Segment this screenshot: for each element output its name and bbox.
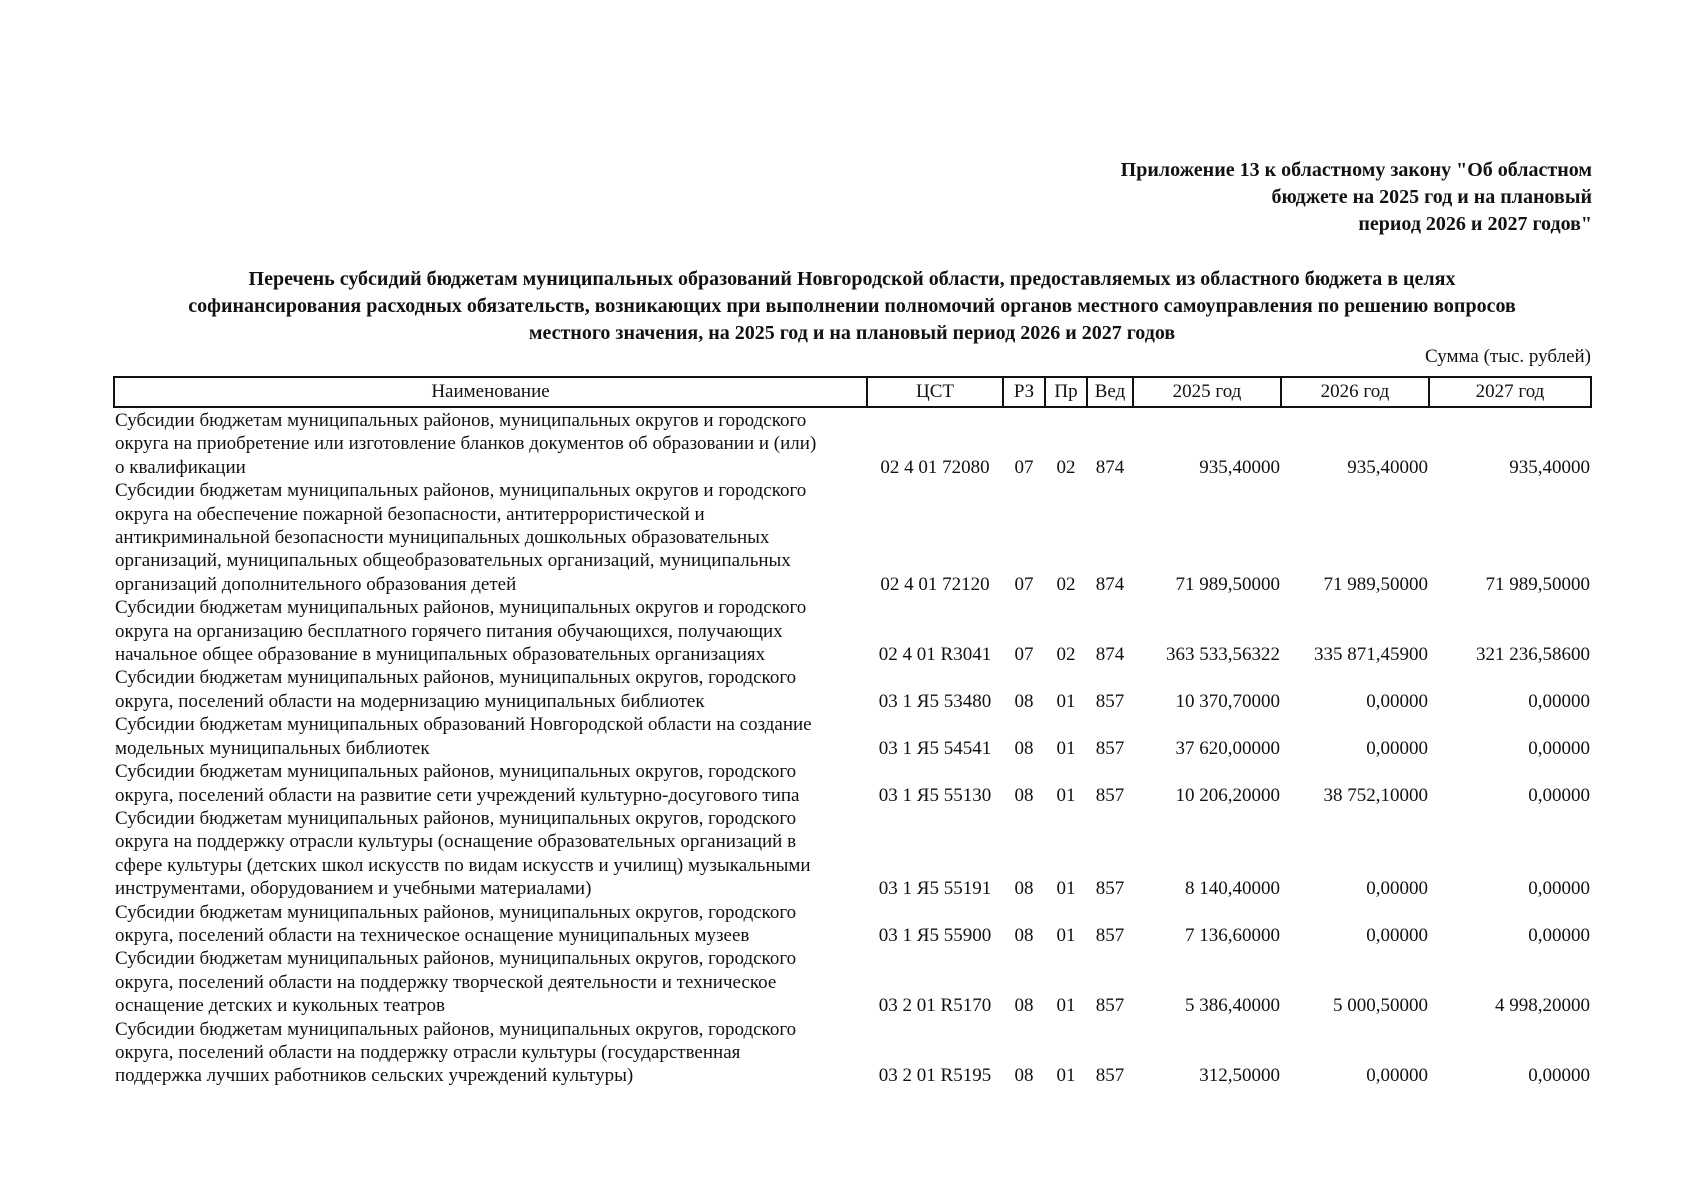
cell-2026: 71 989,50000 (1323, 573, 1428, 595)
cell-cst: 02 4 01 72120 (880, 573, 990, 595)
cell-ved: 857 (1095, 924, 1125, 946)
cell-cst: 03 1 Я5 54541 (878, 737, 992, 759)
cell-cst: 03 1 Я5 55191 (878, 878, 992, 900)
cell-2025: 10 206,20000 (1175, 784, 1280, 806)
cell-pr: 01 (1056, 924, 1076, 946)
cell-rz: 08 (1014, 737, 1034, 759)
cell-name (114, 807, 867, 901)
cell-2026: 38 752,10000 (1323, 784, 1428, 806)
cell-2026: 0,00000 (1366, 737, 1428, 759)
header-cst: ЦСТ (867, 377, 1003, 407)
table-row (114, 666, 1591, 713)
cell-2025: 71 989,50000 (1175, 573, 1280, 595)
cell-pr: 01 (1056, 878, 1076, 900)
cell-cst: 02 4 01 72080 (880, 456, 990, 478)
name-line: Субсидии бюджетам муниципальных районов, муниципальных округов, городского (115, 667, 797, 689)
cell-cst: 03 2 01 R5195 (878, 1065, 992, 1087)
cell-pr: 01 (1056, 995, 1076, 1017)
name-line: Субсидии бюджетам муниципальных районов, муниципальных округов и городского (115, 410, 807, 431)
cell-2026: 5 000,50000 (1333, 995, 1428, 1017)
cell-2025: 363 533,56322 (1166, 644, 1280, 666)
cell-name (114, 666, 867, 713)
name-line: Субсидии бюджетам муниципальных районов, муниципальных округов и городского (115, 597, 807, 619)
name-line: инструментами, оборудованием и учебными материалами) (115, 878, 592, 900)
table-header-row (114, 377, 1591, 407)
name-line: модельных муниципальных библиотек (115, 737, 430, 759)
cell-pr: 02 (1056, 456, 1076, 478)
cell-2025: 312,50000 (1199, 1065, 1280, 1087)
cell-name (114, 713, 867, 760)
cell-rz: 08 (1014, 784, 1034, 806)
name-line: округа, поселений области на модернизацию муниципальных библиотек (115, 690, 705, 712)
cell-rz: 07 (1014, 644, 1034, 666)
title-line: местного значения, на 2025 год и на плановый период 2026 и 2027 годов (528, 322, 1176, 344)
name-line: округа, поселений области на поддержку отрасли культуры (государственная (115, 1041, 741, 1063)
cell-2027: 4 998,20000 (1495, 995, 1590, 1017)
cell-2026: 0,00000 (1366, 924, 1428, 946)
name-line: организаций дополнительного образования детей (115, 573, 517, 595)
appendix-line: период 2026 и 2027 годов" (1358, 213, 1592, 235)
name-line: сфере культуры (детских школ искусств по видам искусств и училищ) музыкальными (115, 854, 811, 876)
name-line: Субсидии бюджетам муниципальных районов, муниципальных округов, городского (115, 761, 797, 783)
cell-2027: 0,00000 (1528, 737, 1590, 759)
cell-name (114, 596, 867, 666)
cell-name (114, 947, 867, 1017)
cell-2025: 7 136,60000 (1185, 924, 1280, 946)
header-pr: Пр (1045, 377, 1087, 407)
cell-2027: 0,00000 (1528, 878, 1590, 900)
appendix-line: бюджете на 2025 год и на плановый (1271, 186, 1592, 208)
cell-name (114, 1018, 867, 1088)
cell-ved: 857 (1095, 878, 1125, 900)
cell-2026: 0,00000 (1366, 878, 1428, 900)
header-2026: 2026 год (1281, 377, 1429, 407)
name-line: оснащение детских и кукольных театров (115, 995, 445, 1017)
cell-pr: 02 (1056, 573, 1076, 595)
cell-pr: 01 (1056, 784, 1076, 806)
cell-ved: 874 (1095, 573, 1125, 595)
name-line: Субсидии бюджетам муниципальных районов, муниципальных округов, городского (115, 948, 797, 970)
cell-ved: 857 (1095, 690, 1125, 712)
name-line: поддержка лучших работников сельских учреждений культуры) (115, 1065, 634, 1087)
name-line: округа на обеспечение пожарной безопасности, антитеррористической и (115, 503, 705, 525)
name-line: округа, поселений области на техническое оснащение муниципальных музеев (115, 924, 750, 946)
cell-2027: 71 989,50000 (1485, 573, 1590, 595)
cell-rz: 08 (1014, 690, 1034, 712)
name-line: округа на поддержку отрасли культуры (оснащение образовательных организаций в (115, 831, 797, 853)
cell-2027: 0,00000 (1528, 784, 1590, 806)
table-row (114, 760, 1591, 807)
cell-2025: 10 370,70000 (1175, 690, 1280, 712)
cell-ved: 874 (1095, 456, 1125, 478)
name-line: о квалификации (115, 456, 246, 478)
name-line: округа на приобретение или изготовление бланков документов об образовании и (или) (115, 433, 817, 455)
cell-2027: 0,00000 (1528, 924, 1590, 946)
document-title (112, 266, 1592, 347)
cell-2026: 0,00000 (1366, 690, 1428, 712)
table-row (114, 479, 1591, 596)
cell-cst: 03 1 Я5 55130 (878, 784, 992, 806)
cell-cst: 03 1 Я5 55900 (878, 924, 992, 946)
title-line: Перечень субсидий бюджетам муниципальных образований Новгородской области, предоставляемых из областного бюджета в целях (248, 268, 1456, 290)
cell-ved: 857 (1095, 737, 1125, 759)
name-line: Субсидии бюджетам муниципальных районов, муниципальных округов, городского (115, 807, 797, 829)
cell-rz: 08 (1014, 995, 1034, 1017)
cell-rz: 08 (1014, 1065, 1034, 1087)
cell-pr: 01 (1056, 690, 1076, 712)
table-row (114, 407, 1591, 479)
cell-rz: 07 (1014, 573, 1034, 595)
cell-2027: 321 236,58600 (1476, 644, 1590, 666)
name-line: антикриминальной безопасности муниципальных дошкольных образовательных (115, 527, 770, 549)
subsidies-table (113, 376, 1592, 1088)
cell-ved: 857 (1095, 784, 1125, 806)
appendix-line: Приложение 13 к областному закону "Об областном (1120, 159, 1592, 181)
cell-name (114, 407, 867, 479)
title-line: софинансирования расходных обязательств, возникающих при выполнении полномочий органов местного самоуправления по решению вопросов (188, 295, 1516, 317)
name-line: Субсидии бюджетам муниципальных районов, муниципальных округов, городского (115, 1018, 797, 1040)
cell-2025: 8 140,40000 (1185, 878, 1280, 900)
cell-2027: 935,40000 (1509, 456, 1590, 478)
table-row (114, 1018, 1591, 1088)
cell-2025: 37 620,00000 (1175, 737, 1280, 759)
cell-name (114, 479, 867, 596)
cell-name (114, 760, 867, 807)
cell-cst: 02 4 01 R3041 (878, 644, 992, 666)
cell-2026: 935,40000 (1347, 456, 1428, 478)
cell-2027: 0,00000 (1528, 690, 1590, 712)
header-2025: 2025 год (1133, 377, 1281, 407)
appendix-note (1032, 157, 1592, 238)
cell-rz: 08 (1014, 878, 1034, 900)
name-line: округа, поселений области на поддержку творческой деятельности и техническое (115, 971, 777, 993)
header-name: Наименование (114, 377, 867, 407)
name-line: Субсидии бюджетам муниципальных районов, муниципальных округов и городского (115, 480, 807, 502)
cell-2026: 335 871,45900 (1314, 644, 1428, 666)
header-rz: РЗ (1003, 377, 1045, 407)
name-line: округа на организацию бесплатного горячего питания обучающихся, получающих (115, 620, 783, 642)
cell-2026: 0,00000 (1366, 1065, 1428, 1087)
header-ved: Вед (1087, 377, 1133, 407)
cell-2027: 0,00000 (1528, 1065, 1590, 1087)
table-row (114, 807, 1591, 901)
name-line: Субсидии бюджетам муниципальных районов, муниципальных округов, городского (115, 901, 797, 923)
name-line: начальное общее образование в муниципальных образовательных организациях (115, 644, 766, 666)
cell-2025: 935,40000 (1199, 456, 1280, 478)
name-line: организаций, муниципальных общеобразовательных организаций, муниципальных (115, 550, 791, 572)
cell-cst: 03 2 01 R5170 (878, 995, 992, 1017)
cell-cst: 03 1 Я5 53480 (878, 690, 992, 712)
name-line: округа, поселений области на развитие сети учреждений культурно-досугового типа (115, 784, 800, 806)
table-row (114, 596, 1591, 666)
cell-rz: 07 (1014, 456, 1034, 478)
units-label: Сумма (тыс. рублей) (1425, 346, 1591, 367)
cell-pr: 01 (1056, 1065, 1076, 1087)
cell-rz: 08 (1014, 924, 1034, 946)
cell-pr: 01 (1056, 737, 1076, 759)
cell-ved: 857 (1095, 995, 1125, 1017)
name-line: Субсидии бюджетам муниципальных образований Новгородской области на создание (115, 714, 812, 736)
cell-2025: 5 386,40000 (1185, 995, 1280, 1017)
cell-pr: 02 (1056, 644, 1076, 666)
table-row (114, 713, 1591, 760)
header-2027: 2027 год (1429, 377, 1591, 407)
cell-name (114, 901, 867, 948)
table-row (114, 901, 1591, 948)
table-row (114, 947, 1591, 1017)
table-body (114, 407, 1591, 1088)
cell-ved: 857 (1095, 1065, 1125, 1087)
cell-ved: 874 (1095, 644, 1125, 666)
